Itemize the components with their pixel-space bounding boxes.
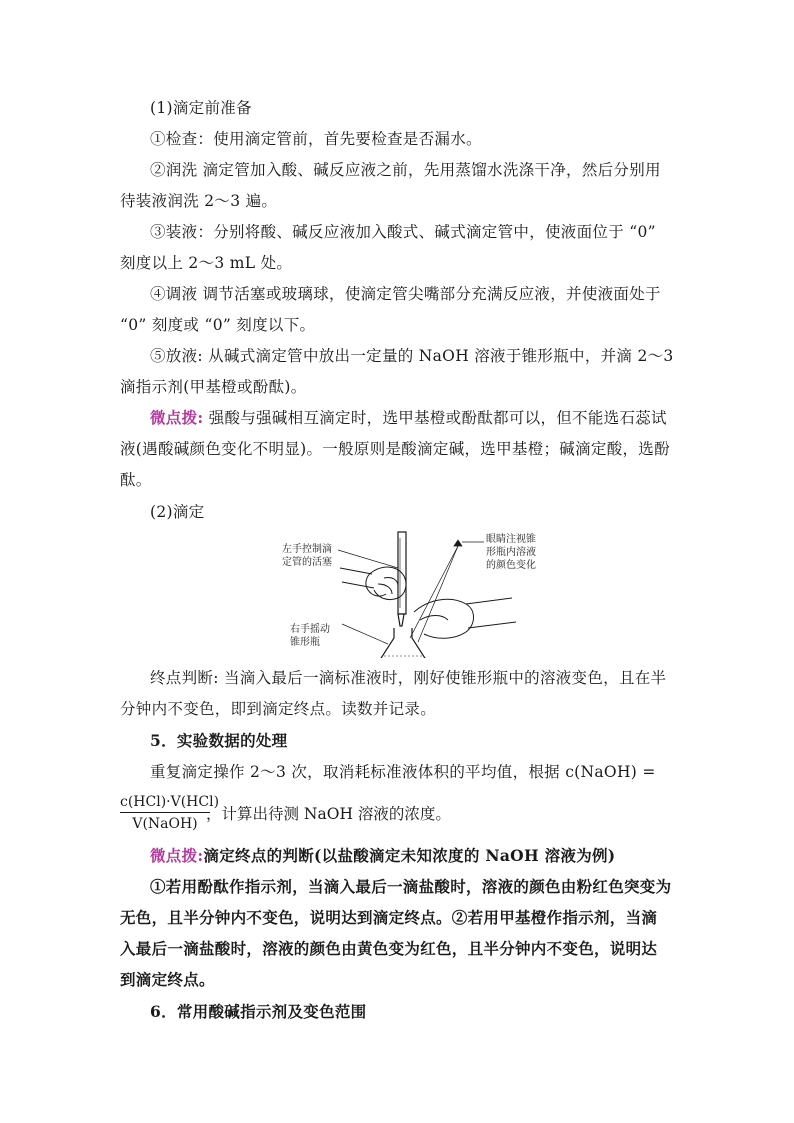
tip1-line-3: 酞。 [120,471,152,489]
tip1-text-1: 强酸与强碱相互滴定时，选甲基橙或酚酞都可以，但不能选石蕊试 [203,409,667,427]
step-rinse-line-1: ②润洗 滴定管加入酸、碱反应液之前，先用蒸馏水洗涤干净，然后分别用 [150,161,661,179]
tip2-label: 微点拨: [150,846,204,865]
tip2-line-4: 到滴定终点。 [120,970,215,989]
titration-heading: (2)滴定 [150,503,205,521]
endpoint-line-1: 终点判断: 当滴入最后一滴标准液时，刚好使锥形瓶中的溶液变色，且在半 [150,669,667,687]
eye-sight-lines [410,540,462,642]
step-release-line-1: ⑤放液: 从碱式滴定管中放出一定量的 NaOH 溶液于锥形瓶中，并滴 2～3 [150,347,674,365]
step-fill-line-2: 刻度以上 2～3 mL 处。 [120,254,293,272]
titration-illustration [280,528,550,658]
step-adjust-line-1: ④调液 调节活塞或玻璃球，使滴定管尖嘴部分充满反应液，并使液面处于 [150,285,661,303]
step-release-line-2: 滴指示剂(甲基橙或酚酞)。 [120,378,307,396]
tip1-line-2: 液(遇酸碱颜色变化不明显)。一般原则是酸滴定碱，选甲基橙；碱滴定酸，选酚 [120,440,670,458]
concentration-fraction [120,793,220,833]
step-adjust-line-2: “0” 刻度或 “0” 刻度以下。 [120,316,316,334]
section6-heading: 6．常用酸碱指示剂及变色范围 [150,1002,367,1021]
section5-line-2: ，计算出待测 NaOH 溶液的浓度。 [206,805,451,823]
figure-label-left-1: 左手控制滴 [282,544,332,555]
figure-label-right-1: 眼睛注视锥 [486,534,536,545]
figure-label-bottom-2: 锥形瓶 [290,637,320,648]
section5-line-1: 重复滴定操作 2～3 次，取消耗标准液体积的平均值，根据 c(NaOH) = [150,763,656,781]
figure-label-left-2: 定管的活塞 [282,557,332,568]
left-hand-drawing [340,567,406,600]
tip1-line-1 [150,408,680,428]
tip2-line-1: ①若用酚酞作指示剂，当滴入最后一滴盐酸时，溶液的颜色由粉红色突变为 [150,877,672,896]
fraction-denominator: V(NaOH) [132,816,198,832]
tip2-title-line [150,846,680,866]
endpoint-line-2: 分钟内不变色，即到滴定终点。读数并记录。 [120,700,437,718]
prep-heading: (1)滴定前准备 [150,99,252,117]
tip2-line-3: 入最后一滴盐酸时，溶液的颜色由黄色变为红色，且半分钟内不变色，说明达 [120,939,658,958]
step-fill-line-1: ③装液：分别将酸、碱反应液加入酸式、碱式滴定管中，使液面位于 “0” [150,223,656,241]
tip2-line-2: 无色，且半分钟内不变色，说明达到滴定终点。②若用甲基橙作指示剂，当滴 [120,908,658,927]
figure-label-right-3: 的颜色变化 [486,560,536,571]
figure-label-bottom-1: 右手摇动 [290,624,330,635]
figure-label-right-2: 形瓶内溶液 [486,547,536,558]
tip1-label: 微点拨: [150,408,204,427]
section5-heading: 5．实验数据的处理 [150,731,288,750]
right-hand-drawing [414,598,516,638]
leader-lines [338,542,484,644]
tip2-title: 滴定终点的判断(以盐酸滴定未知浓度的 NaOH 溶液为例) [203,846,616,865]
step-rinse-line-2: 待装液润洗 2～3 遍。 [120,192,278,210]
step-check: ①检查：使用滴定管前，首先要检查是否漏水。 [150,130,482,148]
fraction-numerator: c(HCl)·V(HCl) [120,793,210,813]
